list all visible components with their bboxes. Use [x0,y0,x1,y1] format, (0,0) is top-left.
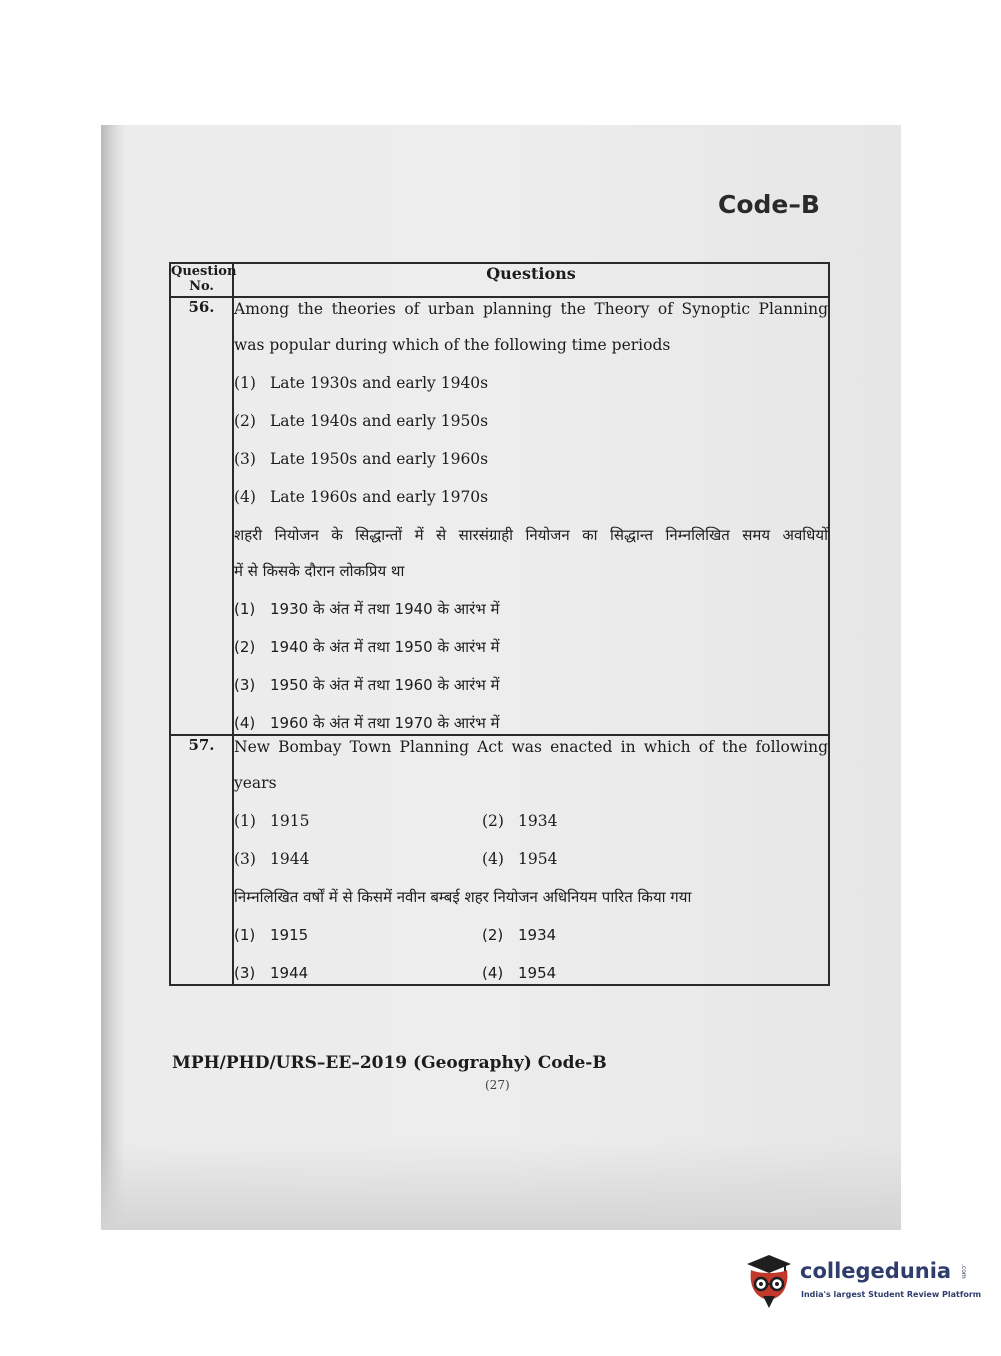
question-body [233,297,829,735]
option-text: Late 1960s and early 1970s [270,488,489,506]
question-stem-hi: में से किसके दौरान लोकप्रिय था [234,562,405,580]
option-text: 1954 [518,964,557,982]
logo-tagline: India's largest Student Review Platform [801,1290,982,1299]
option-text: Late 1950s and early 1960s [270,450,489,468]
options-row-en [234,810,828,832]
option-text: 1915 [270,926,309,944]
options-row-en [234,848,828,870]
logo-wordmark: collegedunia [800,1259,952,1283]
option-text: Late 1940s and early 1950s [270,412,489,430]
question-stem-en: Among the theories of urban planning the Theory of Synoptic Planning [234,300,828,318]
option-en [234,448,828,470]
option-number: (2) [234,638,256,656]
option-number: (2) [234,412,256,430]
question-no-header [170,263,237,297]
question-stem-hi: शहरी नियोजन के सिद्धान्तों में से सारसंग्राही नियोजन का सिद्धान्त निम्नलिखित समय अवधियों [234,526,828,544]
option-number: (2) [482,926,504,944]
option-text: Late 1930s and early 1940s [270,374,489,392]
options-row-hi [234,924,828,946]
option-text: 1934 [518,812,558,830]
option-number: (4) [234,714,256,732]
option-text: 1950 के अंत में तथा 1960 के आरंभ में [270,676,500,694]
option-text: 1954 [518,850,558,868]
question-stem-en: was popular during which of the following time periods [234,336,671,354]
option-number: (1) [234,374,256,392]
table-row [170,297,829,735]
option-en [234,486,828,508]
question-stem-en: New Bombay Town Planning Act was enacted in which of the following [234,738,828,756]
mascot-icon [743,1252,799,1310]
option-number: (3) [234,850,256,868]
option-number: (3) [234,964,256,982]
option-hi [234,636,828,658]
option-text: 1915 [270,812,310,830]
collegedunia-logo[interactable] [743,1252,982,1312]
option-hi [234,712,828,734]
scan-shadow [101,1140,901,1230]
option-number: (4) [234,488,256,506]
option-number: (3) [234,676,256,694]
question-no-header-line1: Question [171,264,237,279]
logo-domain: .com [960,1264,967,1279]
option-en [234,810,482,832]
questions-header: Questions [233,263,829,297]
option-text: 1940 के अंत में तथा 1950 के आरंभ में [270,638,500,656]
option-hi [234,598,828,620]
option-en [234,372,828,394]
option-hi [482,962,730,984]
option-number: (4) [482,850,504,868]
option-en [482,848,730,870]
paper-code: Code–B [718,190,820,219]
question-body [233,735,829,985]
question-no-header-line2: No. [189,279,214,294]
question-number: 56. [170,297,233,735]
option-text: 1944 [270,850,310,868]
paper-footer: MPH/PHD/URS–EE–2019 (Geography) Code-B [172,1053,607,1073]
options-row-hi [234,962,828,984]
option-number: (4) [482,964,504,982]
question-stem-en: years [234,774,277,792]
table-row [170,735,829,985]
option-number: (1) [234,600,256,618]
question-stem-hi: निम्नलिखित वर्षों में से किसमें नवीन बम्बई शहर नियोजन अधिनियम पारित किया गया [234,888,692,906]
option-text: 1930 के अंत में तथा 1940 के आरंभ में [270,600,500,618]
option-number: (1) [234,926,256,944]
table-header-row [170,263,829,297]
option-hi [234,674,828,696]
option-en [482,810,730,832]
questions-table [169,262,830,986]
option-number: (3) [234,450,256,468]
option-number: (2) [482,812,504,830]
option-hi [234,962,482,984]
option-text: 1944 [270,964,309,982]
option-hi [234,924,482,946]
page-number: (27) [485,1078,510,1092]
question-number: 57. [170,735,233,985]
option-en [234,848,482,870]
option-text: 1934 [518,926,557,944]
option-hi [482,924,730,946]
option-en [234,410,828,432]
option-text: 1960 के अंत में तथा 1970 के आरंभ में [270,714,500,732]
option-number: (1) [234,812,256,830]
